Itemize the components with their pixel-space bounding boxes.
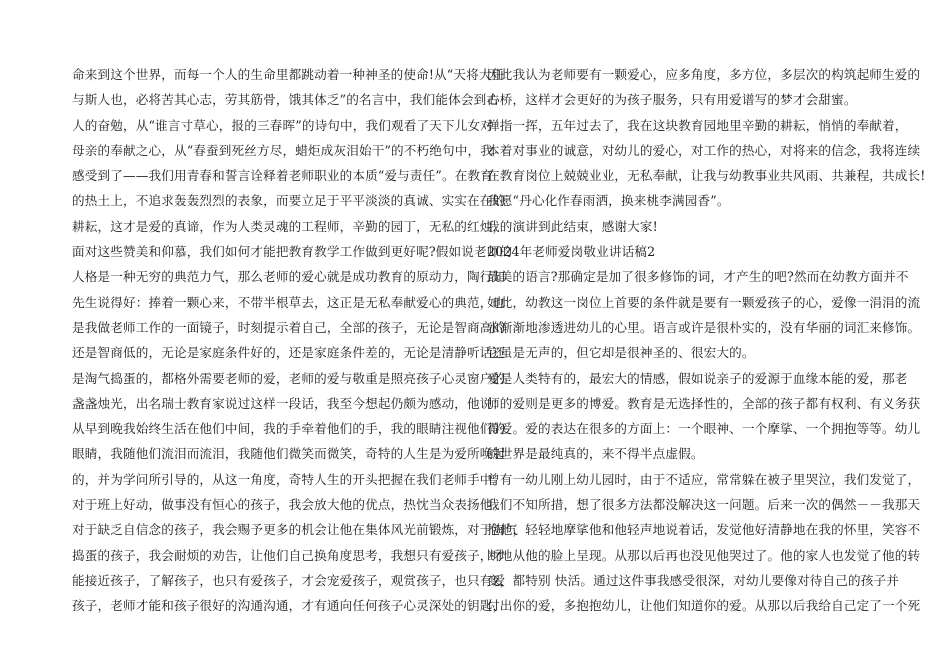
text-line: 是淘气捣蛋的，都格外需要老师的爱，老师的爱与敬重是照亮孩子心灵窗户的	[72, 370, 506, 386]
text-line: 耕耘，这才是爱的真谛，作为人类灵魂的工程师，辛勤的园丁，无私的红烛，	[72, 218, 506, 234]
text-line: 因此我认为老师要有一颗爱心，应多角度，多方位，多层次的构筑起师生爱的	[487, 67, 921, 82]
text-line: 如此，幼教这一岗位上首要的条件就是要有一颗爱孩子的心，爱像一涓涓的流	[487, 294, 921, 310]
text-line: 变，都特别 快活。通过这件事我感受很深，对幼儿要像对待自己的孩子并	[487, 572, 899, 588]
text-line: 眼睛，我随他们流泪而流泪，我随他们微笑而微笑，奇特的人生是为爱所唤起	[72, 446, 506, 462]
left-column	[72, 62, 519, 619]
text-line: 它虽是无声的，但它却是很神圣的、很宏大的。	[487, 345, 755, 361]
text-line: 的，并为学问所引导的，从这一角度，奇特人生的开头把握在我们老师手中。	[72, 471, 506, 487]
text-line: 对于班上好动，做事没有恒心的孩子，我会放大他的优点，热忱当众表扬他。	[72, 497, 506, 513]
text-line: 感受到了——我们用青春和誓言诠释着老师职业的本质“爱与责任”。在教育	[72, 168, 493, 184]
text-line: 本着对事业的诚意，对幼儿的爱心，对工作的热心，对将来的信念，我将连续	[487, 142, 921, 158]
text-line: 我愿“丹心化作春雨洒，换来桃李满园香”。	[487, 193, 730, 209]
text-line: 我的演讲到此结束，感谢大家!	[487, 218, 658, 234]
text-line: 人的奋勉，从“谁言寸草心，报的三春晖”的诗句中，我们观看了天下儿女对	[72, 117, 493, 133]
text-line: 命来到这个世界，而每一个人的生命里都跳动着一种神圣的使命!从“天将大任	[72, 67, 505, 82]
text-line: 还是智商低的，无论是家庭条件好的，还是家庭条件差的，无论是清静听话还	[72, 345, 506, 361]
text-line: 与斯人也，必将苦其心志，劳其筋骨，饿其体乏”的名言中，我们能体会到古	[72, 92, 500, 108]
text-line: 抱他，轻轻地摩挲他和他轻声地说着话，发觉他好清静地在我的怀里，笑容不	[487, 522, 921, 538]
text-line: 人格是一种无穷的典范力气，那么老师的爱心就是成功教育的原动力，陶行知	[72, 269, 506, 285]
section-heading: 2024年老师爱岗敬业讲话稿2	[487, 244, 656, 260]
text-line: 能接近孩子，了解孩子，也只有爱孩子，才会宠爱孩子，观赏孩子，也只有爱	[72, 572, 506, 588]
text-line: 曾有一幼儿刚上幼儿园时，由于不适应，常常躲在被子里哭泣，我们发觉了，	[487, 471, 921, 487]
text-line: 心桥，这样才会更好的为孩子服务，只有用爱谱写的梦才会甜蜜。	[487, 92, 857, 108]
text-line: 孩子，老师才能和孩子很好的沟通沟通，才有通向任何孩子心灵深处的钥匙，	[72, 598, 506, 614]
text-line: 先生说得好：捧着一颗心来，不带半根草去，这正是无私奉献爱心的典范，也	[72, 294, 506, 310]
text-line: 盏盏烛光，出名瑞士教育家说过这样一段话，我至今想起仍颇为感动，他说：	[72, 395, 506, 411]
text-line: 母亲的奉献之心，从“春蚕到死丝方尽，蜡炬成灰泪始干”的不朽绝句中，我	[72, 142, 493, 158]
text-line: 师的爱则是更多的博爱。教育是无选择性的，全部的孩子都有权利、有义务获	[487, 395, 921, 411]
text-line: 付出你的爱，多抱抱幼儿，让他们知道你的爱。从那以后我给自己定了一个死	[487, 598, 921, 614]
text-line: 的世界是最纯真的，来不得半点虚假。	[487, 446, 704, 462]
text-line: 爱是人类特有的，最宏大的情感，假如说亲子的爱源于血缘本能的爱，那老	[487, 370, 908, 386]
text-line: 从早到晚我始终生活在他们中间，我的手牵着他们的手，我的眼睛注视他们的	[72, 421, 506, 437]
text-line: 最美的语言?那确定是加了很多修饰的词，才产生的吧?然而在幼教方面并不	[487, 269, 909, 285]
text-line: 断地从他的脸上呈现。从那以后再也没见他哭过了。他的家人也发觉了他的转	[487, 547, 921, 563]
text-line: 弹指一挥，五年过去了，我在这块教育园地里辛勤的耕耘，悄悄的奉献着，	[487, 117, 908, 133]
text-line: 对于缺乏自信念的孩子，我会赐予更多的机会让他在集体风光前锻炼，对于淘气	[72, 522, 519, 538]
text-line: 我们不知所措，想了很多方法都没解决这一问题。后来一次的偶然－－我那天	[487, 497, 921, 513]
text-line: 得爱。爱的表达在很多的方面上：一个眼神、一个摩挲、一个拥抱等等。幼儿	[487, 421, 921, 437]
right-column	[487, 62, 926, 619]
text-line: 是我做老师工作的一面镜子，时刻提示着自己，全部的孩子，无论是智商高的	[72, 319, 506, 335]
text-line: 的热土上，不追求轰轰烈烈的表象，而要立足于平平淡淡的真诚、实实在在的	[72, 193, 506, 209]
text-line: 面对这些赞美和仰慕，我们如何才能把教育教学工作做到更好呢?假如说老师的	[72, 244, 513, 260]
text-line: 在教育岗位上兢兢业业，无私奉献，让我与幼教事业共风雨、共兼程，共成长!	[487, 168, 926, 184]
text-line: 捣蛋的孩子，我会耐烦的劝告，让他们自己换角度思考，我想只有爱孩子，才	[72, 547, 506, 563]
text-line: 水渐渐地渗透进幼儿的心里。语言或许是很朴实的，没有华丽的词汇来修饰。	[487, 319, 921, 335]
